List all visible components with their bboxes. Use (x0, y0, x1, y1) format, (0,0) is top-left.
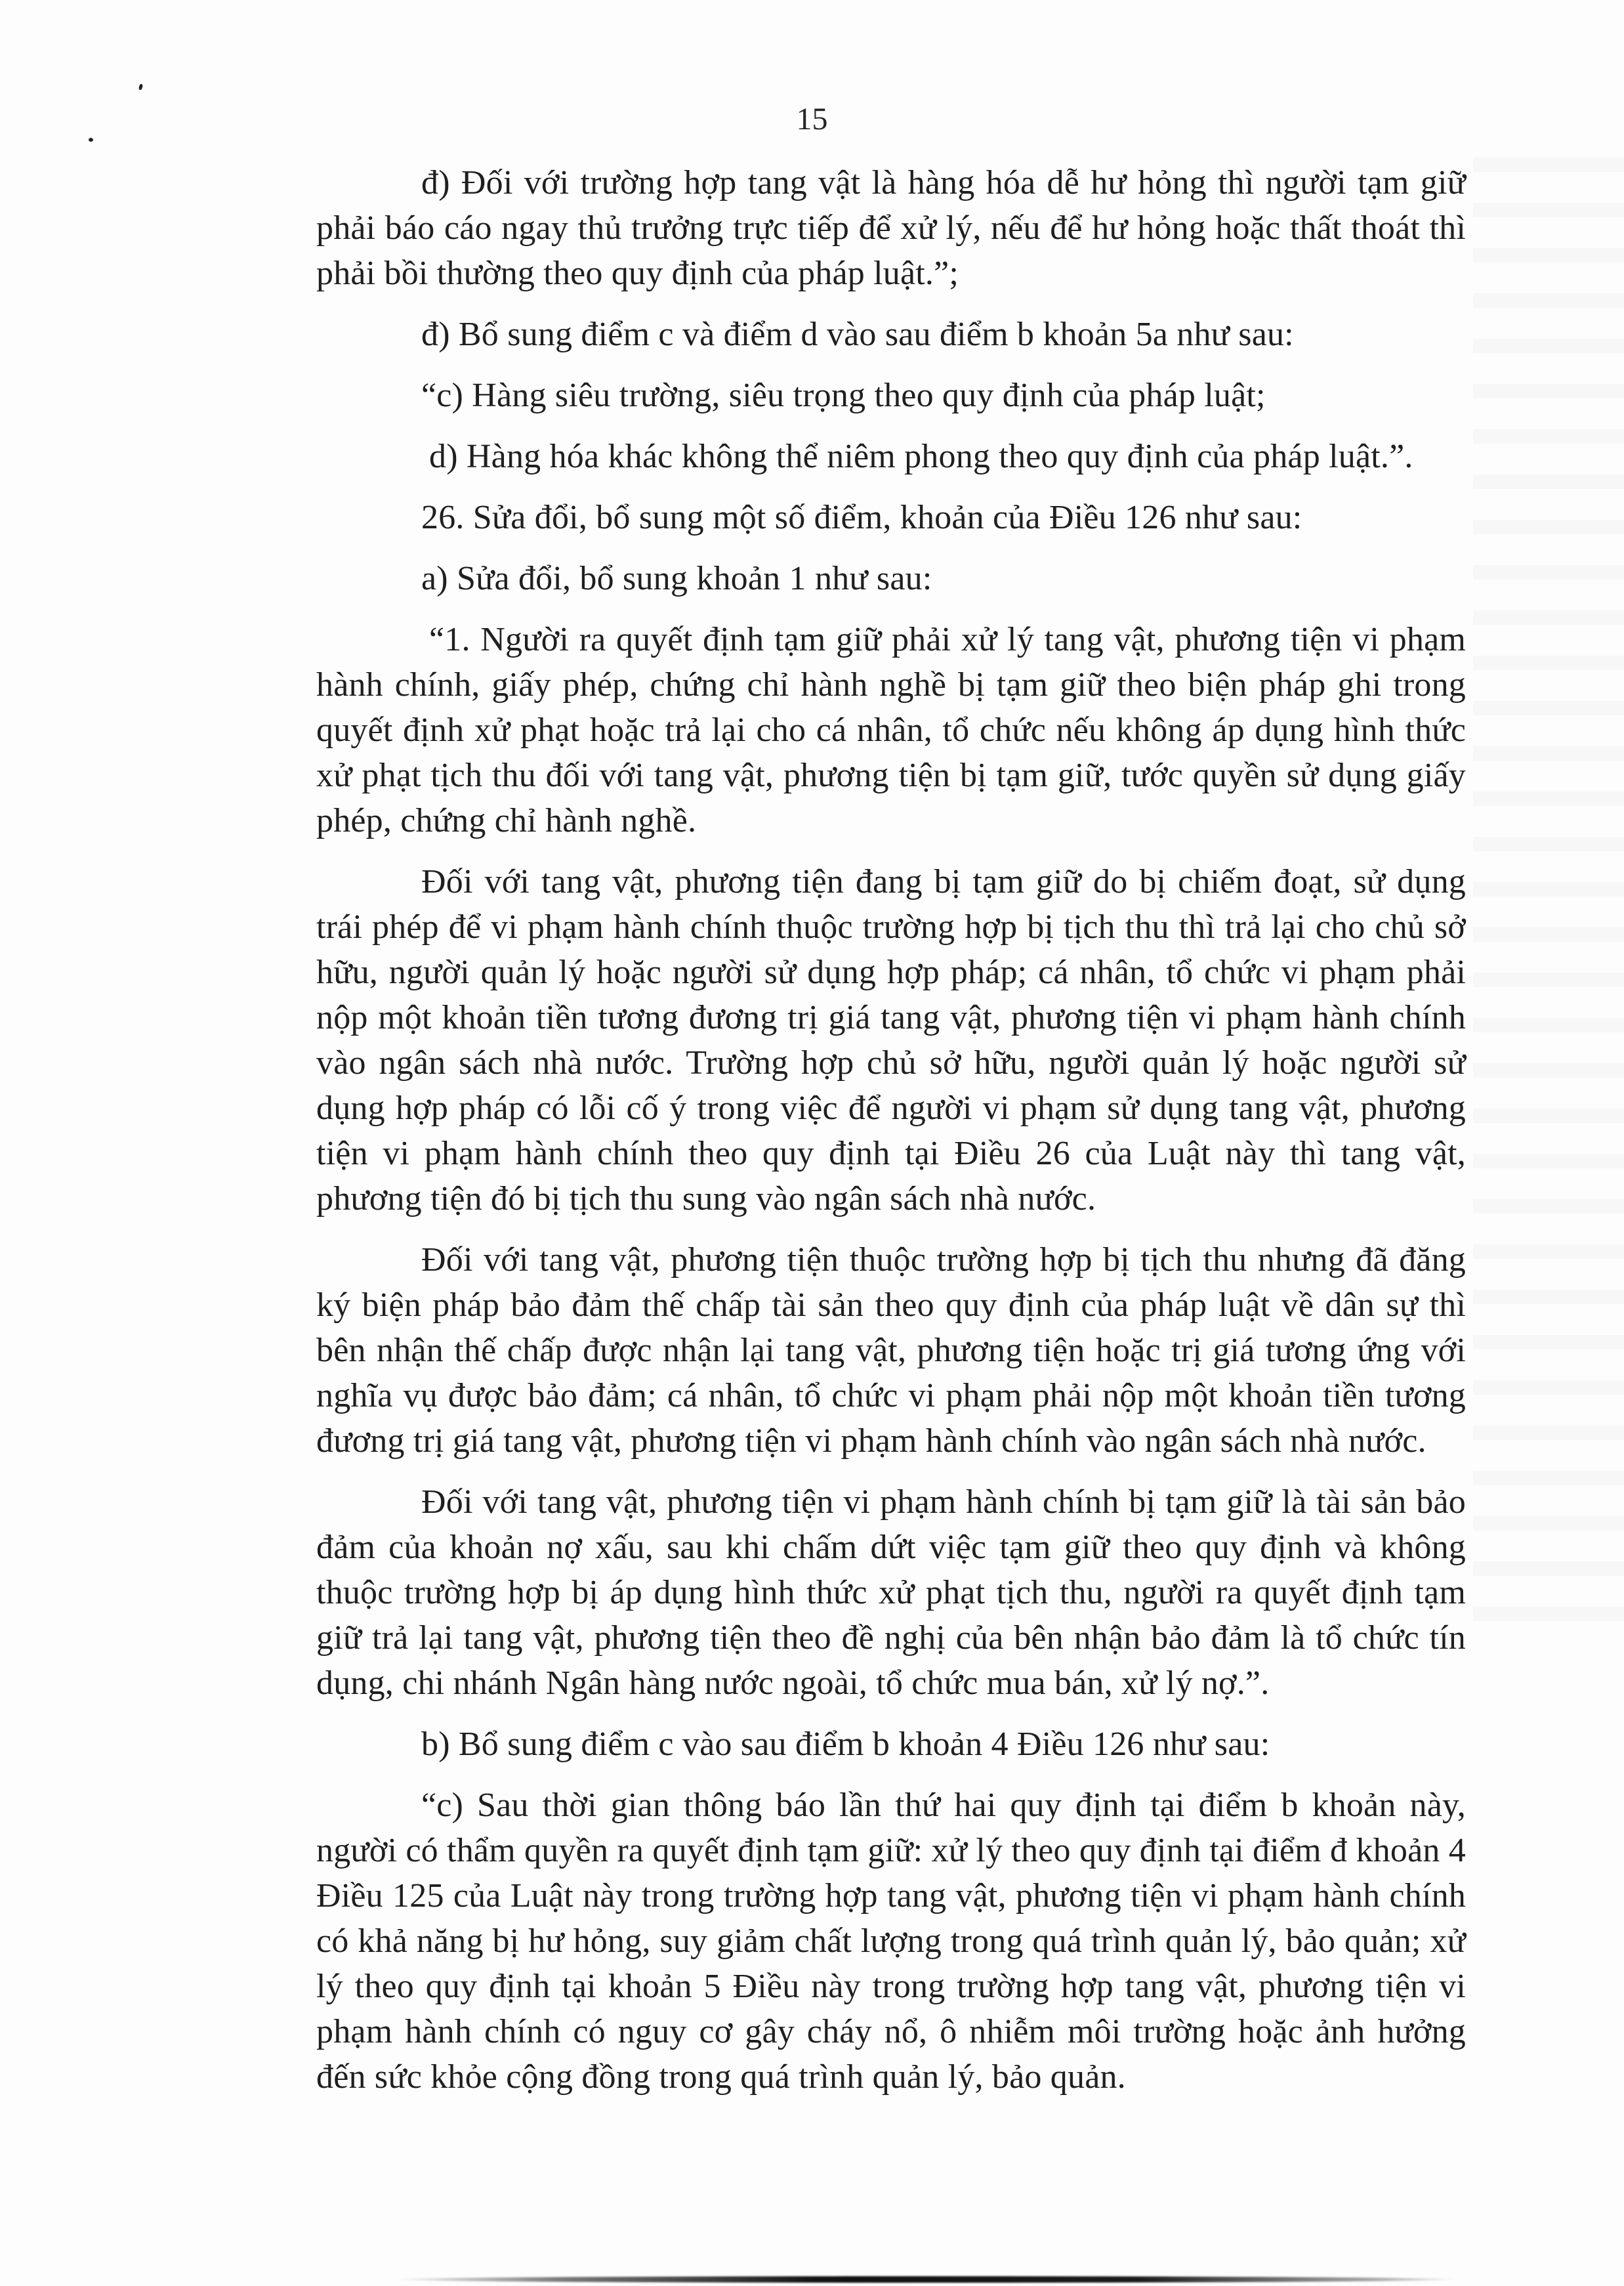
page-number: 15 (796, 102, 828, 137)
paragraph-point-c-oversized-goods: “c) Hàng siêu trường, siêu trọng theo quy định của pháp luật; (421, 377, 1266, 414)
paragraph-point-c-second-notice: “c) Sau thời gian thông báo lần thứ hai quy định tại điểm b khoản này, người có thẩm quyền ra quyết định tạm giữ: xử lý theo quy định tại điểm đ khoản 4 Điều 125 của Luật này trong trường hợp tang vật, phương tiện vi phạm hành chính có khả năng bị hư hỏng, suy giảm chất lượng trong quá trình quản lý, bảo quản; xử lý theo quy định tại khoản 5 Điều này trong trường hợp tang vật, phương tiện vi phạm hành chính có nguy cơ gây cháy nổ, ô nhiễm môi trường hoặc ảnh hưởng đến sức khỏe cộng đồng trong quá trình quản lý, bảo quản. (316, 1787, 1466, 2096)
paragraph-item-d-perishable-goods: đ) Đối với trường hợp tang vật là hàng hóa dễ hư hỏng thì người tạm giữ phải báo cáo ngay thủ trưởng trực tiếp để xử lý, nếu để hư hỏng hoặc thất thoát thì phải bồi thường theo quy định của pháp luật.”; (316, 164, 1466, 292)
paragraph-mortgaged-exhibits: Đối với tang vật, phương tiện thuộc trường hợp bị tịch thu nhưng đã đăng ký biện pháp bảo đảm thế chấp tài sản theo quy định của pháp luật về dân sự thì bên nhận thế chấp được nhận lại tang vật, phương tiện hoặc trị giá tương ứng với nghĩa vụ được bảo đảm; cá nhân, tổ chức vi phạm phải nộp một khoản tiền tương đương trị giá tang vật, phương tiện vi phạm hành chính vào ngân sách nhà nước. (316, 1241, 1466, 1460)
bleed-through-text (1473, 131, 1624, 1641)
paragraph-point-d-unsealable-goods: d) Hàng hóa khác không thể niêm phong theo quy định của pháp luật.”. (429, 438, 1413, 475)
paragraph-appropriated-exhibits: Đối với tang vật, phương tiện đang bị tạm giữ do bị chiếm đoạt, sử dụng trái phép để vi phạm hành chính thuộc trường hợp bị tịch thu thì trả lại cho chủ sở hữu, người quản lý hoặc người sử dụng hợp pháp; cá nhân, tổ chức vi phạm phải nộp một khoản tiền tương đương trị giá tang vật, phương tiện vi phạm hành chính vào ngân sách nhà nước. Trường hợp chủ sở hữu, người quản lý hoặc người sử dụng hợp pháp có lỗi cố ý trong việc để người vi phạm sử dụng tang vật, phương tiện vi phạm hành chính theo quy định tại Điều 26 của Luật này thì tang vật, phương tiện đó bị tịch thu sung vào ngân sách nhà nước. (316, 863, 1466, 1217)
scanner-edge-shadow (394, 2276, 1457, 2283)
paragraph-amendment-a-clause-1: a) Sửa đổi, bổ sung khoản 1 như sau: (421, 560, 932, 597)
paragraph-bad-debt-collateral: Đối với tang vật, phương tiện vi phạm hành chính bị tạm giữ là tài sản bảo đảm của khoản nợ xấu, sau khi chấm dứt việc tạm giữ theo quy định và không thuộc trường hợp bị áp dụng hình thức xử phạt tịch thu, người ra quyết định tạm giữ trả lại tang vật, phương tiện theo đề nghị của bên nhận bảo đảm là tổ chức tín dụng, chi nhánh Ngân hàng nước ngoài, tổ chức mua bán, xử lý nợ.”. (316, 1483, 1466, 1702)
paragraph-amendment-d-clause-5a: đ) Bổ sung điểm c và điểm d vào sau điểm b khoản 5a như sau: (421, 316, 1294, 353)
paragraph-clause-1-text: “1. Người ra quyết định tạm giữ phải xử lý tang vật, phương tiện vi phạm hành chính, giấy phép, chứng chỉ hành nghề bị tạm giữ theo biện pháp ghi trong quyết định xử phạt hoặc trả lại cho cá nhân, tổ chức nếu không áp dụng hình thức xử phạt tịch thu đối với tang vật, phương tiện bị tạm giữ, tước quyền sử dụng giấy phép, chứng chỉ hành nghề. (316, 621, 1466, 839)
scan-speck (138, 84, 143, 91)
paragraph-section-26-heading: 26. Sửa đổi, bổ sung một số điểm, khoản của Điều 126 như sau: (421, 499, 1302, 536)
paragraph-amendment-b-clause-4: b) Bổ sung điểm c vào sau điểm b khoản 4 Điều 126 như sau: (421, 1725, 1270, 1763)
document-body (316, 160, 1466, 2115)
